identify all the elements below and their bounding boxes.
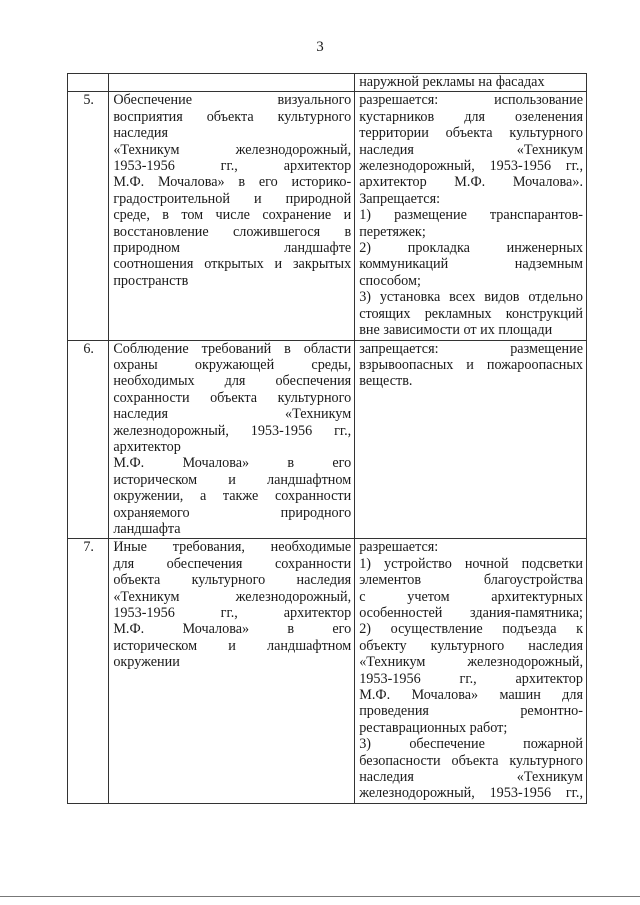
text-line: историческом и ландшафтном bbox=[113, 637, 352, 654]
cell-rule bbox=[355, 539, 587, 804]
text-line: М.Ф. Мочалова» в его bbox=[113, 455, 352, 472]
cell-number: 6. bbox=[68, 340, 109, 539]
text-line: 2) осуществление подъезда к bbox=[359, 621, 583, 638]
table-row bbox=[68, 92, 587, 340]
text-line: наследия bbox=[113, 125, 169, 142]
text-line: восприятия объекта культурного bbox=[113, 108, 352, 125]
text-line: окружении, а также сохранности bbox=[113, 488, 352, 505]
text-line: М.Ф. Мочалова» машин для bbox=[359, 687, 583, 704]
text-line: безопасности объекта культурного bbox=[359, 752, 583, 769]
text-line: сохранности объекта культурного bbox=[113, 389, 352, 406]
text-line: способом; bbox=[359, 272, 421, 289]
text-line: историческом и ландшафтном bbox=[113, 471, 352, 488]
text-line: М.Ф. Мочалова» в его историко- bbox=[113, 174, 352, 191]
text-line: Соблюдение требований в области bbox=[113, 340, 352, 357]
text-line: веществ. bbox=[359, 373, 413, 390]
text-line: Запрещается: bbox=[359, 190, 441, 207]
text-line: с учетом архитектурных bbox=[359, 588, 583, 605]
table-row bbox=[68, 539, 587, 804]
text-line: наружной рекламы на фасадах bbox=[359, 74, 545, 90]
cell-rule bbox=[355, 340, 587, 539]
requirements-table bbox=[67, 73, 587, 804]
text-line: архитектор bbox=[113, 438, 181, 455]
text-line: 3) установка всех видов отдельно bbox=[359, 289, 583, 306]
text-line: железнодорожный, 1953-1956 гг., bbox=[359, 785, 583, 802]
text-line: разрешается: использование bbox=[359, 92, 583, 109]
text-line: разрешается: bbox=[359, 539, 439, 556]
text-line: взрывоопасных и пожароопасных bbox=[359, 356, 583, 373]
text-line: 1953-1956 гг., архитектор bbox=[113, 158, 352, 175]
text-line: «Техникум железнодорожный, bbox=[113, 588, 352, 605]
text-line: реставрационных работ; bbox=[359, 719, 508, 736]
text-line: восстановление сложившегося в bbox=[113, 223, 352, 240]
text-line: соотношения открытых и закрытых bbox=[113, 256, 352, 273]
text-line: проведения ремонтно- bbox=[359, 703, 583, 720]
text-line: 2) прокладка инженерных bbox=[359, 240, 583, 257]
cell-rule bbox=[355, 74, 587, 92]
table-row bbox=[68, 340, 587, 539]
text-line: 1) устройство ночной подсветки bbox=[359, 555, 583, 572]
text-line: 3) обеспечение пожарной bbox=[359, 736, 583, 753]
cell-rule bbox=[355, 92, 587, 340]
text-line: 1) размещение транспарантов- bbox=[359, 207, 583, 224]
text-line: кустарников для озеленения bbox=[359, 108, 583, 125]
text-line: территории объекта культурного bbox=[359, 125, 583, 142]
cell-requirement bbox=[109, 74, 355, 92]
text-line: вне зависимости от их площади bbox=[359, 322, 553, 339]
text-line: Иные требования, необходимые bbox=[113, 539, 352, 556]
text-line: ландшафта bbox=[113, 520, 181, 537]
text-line: архитектор М.Ф. Мочалова». bbox=[359, 174, 583, 191]
text-line: Обеспечение визуального bbox=[113, 92, 352, 109]
text-line: для обеспечения сохранности bbox=[113, 555, 352, 572]
text-line: «Техникум железнодорожный, bbox=[113, 141, 352, 158]
table-row bbox=[68, 74, 587, 92]
text-line: объекту культурного наследия bbox=[359, 637, 583, 654]
text-line: запрещается: размещение bbox=[359, 340, 583, 357]
cell-requirement bbox=[109, 92, 355, 340]
text-line: объекта культурного наследия bbox=[113, 572, 352, 589]
text-line: М.Ф. Мочалова» в его bbox=[113, 621, 352, 638]
text-line: природном ландшафте bbox=[113, 240, 352, 257]
page-bottom-rule bbox=[0, 896, 640, 897]
text-line: среде, в том числе сохранение и bbox=[113, 207, 352, 224]
text-line: охраняемого природного bbox=[113, 504, 352, 521]
cell-number bbox=[68, 74, 109, 92]
text-line: градостроительной и природной bbox=[113, 190, 352, 207]
text-line: пространств bbox=[113, 272, 189, 289]
text-line: особенностей здания-памятника; bbox=[359, 605, 583, 621]
text-line: окружении bbox=[113, 654, 180, 671]
text-line: 1953-1956 гг., архитектор bbox=[113, 605, 352, 621]
text-line: элементов благоустройства bbox=[359, 572, 583, 589]
table-body bbox=[68, 74, 587, 804]
cell-number: 7. bbox=[68, 539, 109, 804]
text-line: железнодорожный, 1953-1956 гг., bbox=[359, 158, 583, 175]
text-line: 1953-1956 гг., архитектор bbox=[359, 670, 583, 687]
text-line: «Техникум железнодорожный, bbox=[359, 654, 583, 671]
text-line: охраны окружающей среды, bbox=[113, 356, 352, 373]
text-line: наследия «Техникум bbox=[359, 141, 583, 158]
page-number: 3 bbox=[316, 39, 324, 55]
cell-requirement bbox=[109, 539, 355, 804]
text-line: необходимых для обеспечения bbox=[113, 373, 352, 390]
text-line: перетяжек; bbox=[359, 223, 426, 240]
text-line: наследия «Техникум bbox=[113, 406, 352, 423]
text-line: наследия «Техникум bbox=[359, 769, 583, 786]
cell-requirement bbox=[109, 340, 355, 539]
text-line: стоящих рекламных конструкций bbox=[359, 305, 583, 322]
text-line: коммуникаций надземным bbox=[359, 256, 583, 273]
cell-number: 5. bbox=[68, 92, 109, 340]
text-line: железнодорожный, 1953-1956 гг., bbox=[113, 422, 352, 439]
